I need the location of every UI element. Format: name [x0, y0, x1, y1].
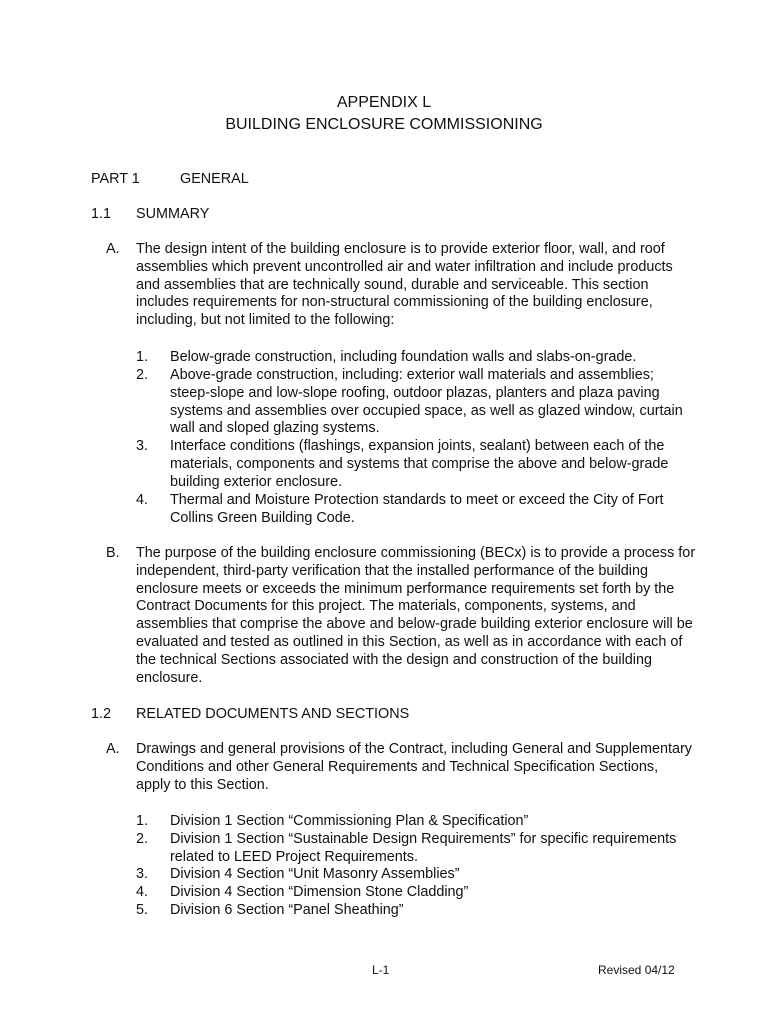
part-title: GENERAL: [180, 171, 249, 187]
list-item-number: 1.: [136, 349, 149, 365]
paragraph-letter: B.: [106, 545, 120, 561]
list-item: Division 1 Section “Sustainable Design Requirements” for specific requirements related to LEED Project Requirements.: [170, 831, 677, 865]
section-title: SUMMARY: [136, 206, 210, 222]
list-item: Above-grade construction, including: exterior wall materials and assemblies; steep-slope and low-slope roofing, outdoor plazas, planters and plaza paving systems and assemblies over occupied space, as well as glazed window, curtain wall and sloped glazing systems.: [170, 367, 683, 437]
paragraph-letter: A.: [106, 241, 120, 257]
list-item-number: 2.: [136, 831, 149, 847]
list-item-number: 5.: [136, 902, 149, 918]
paragraph-text: The design intent of the building enclosure is to provide exterior floor, wall, and roof assemblies which prevent uncontrolled air and water infiltration and include products and assemblies that are technically sound, durable and serviceable. This section includes requirements for non-structural commissioning of the building enclosure, including, but not limited to the following:: [136, 241, 673, 329]
paragraph-text: The purpose of the building enclosure commissioning (BECx) is to provide a process for independent, third-party verification that the installed performance of the building enclosure meets or exceeds the minimum performance requirements set forth by the Contract Documents for this project. The materials, components, systems, and assemblies that comprise the above and below-grade building exterior enclosure will be evaluated and tested as outlined in this Section, as well as in accordance with each of the technical Sections associated with the design and construction of the building enclosure.: [136, 545, 696, 686]
revision-note: Revised 04/12: [598, 963, 675, 977]
section-title: RELATED DOCUMENTS AND SECTIONS: [136, 706, 410, 722]
list-item: Below-grade construction, including foundation walls and slabs-on-grade.: [170, 349, 637, 365]
list-item: Division 4 Section “Dimension Stone Cladding”: [170, 884, 469, 900]
paragraph-text: Drawings and general provisions of the Contract, including General and Supplementary Conditions and other General Requirements and Technical Specification Sections, apply to this Section.: [136, 741, 692, 793]
list-item-number: 4.: [136, 492, 149, 508]
list-item-number: 3.: [136, 866, 149, 882]
list-item-number: 1.: [136, 813, 149, 829]
list-item: Thermal and Moisture Protection standards to meet or exceed the City of Fort Collins Green Building Code.: [170, 492, 664, 526]
document-title: BUILDING ENCLOSURE COMMISSIONING: [225, 116, 543, 133]
paragraph-letter: A.: [106, 741, 120, 757]
list-item-number: 3.: [136, 438, 149, 454]
list-item: Interface conditions (flashings, expansion joints, sealant) between each of the materials, components and systems that comprise the above and below-grade building exterior enclosure.: [170, 438, 669, 490]
list-item-number: 2.: [136, 367, 149, 383]
list-item: Division 6 Section “Panel Sheathing”: [170, 902, 404, 918]
list-item: Division 1 Section “Commissioning Plan & Specification”: [170, 813, 529, 829]
list-item-number: 4.: [136, 884, 149, 900]
appendix-title: APPENDIX L: [336, 94, 432, 111]
page-number: L-1: [372, 963, 390, 977]
section-number: 1.2: [91, 706, 112, 722]
list-item: Division 4 Section “Unit Masonry Assemblies”: [170, 866, 460, 882]
part-label: PART 1: [91, 171, 140, 187]
section-number: 1.1: [91, 206, 112, 222]
